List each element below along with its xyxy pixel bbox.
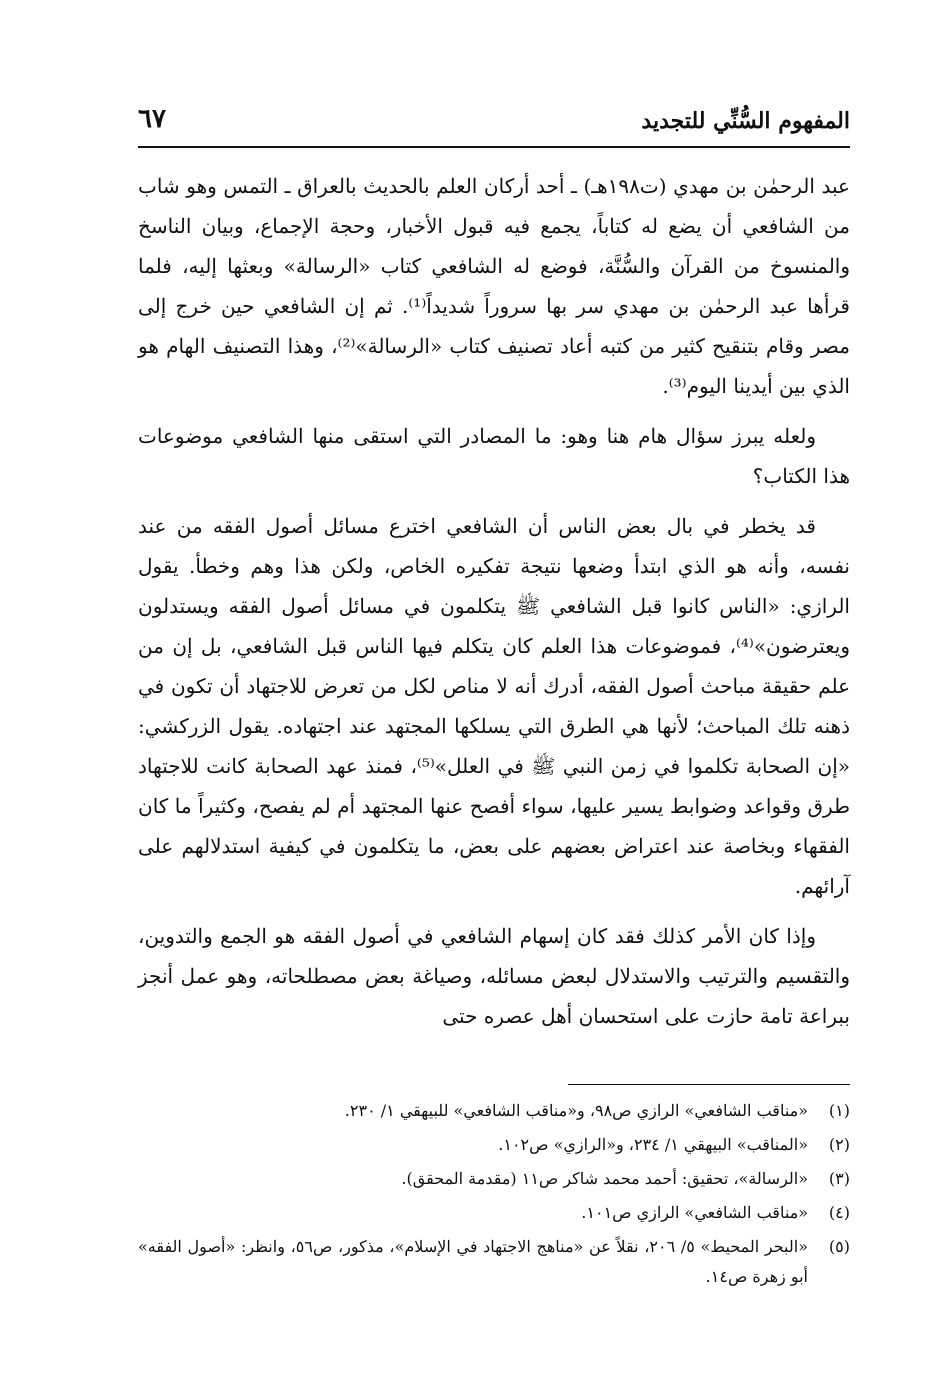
footnote-text: «مناقب الشافعي» الرازي ص١٠١.	[581, 1203, 808, 1222]
footnote-text: «مناقب الشافعي» الرازي ص٩٨، و«مناقب الشافعي» للبيهقي ١/ ٢٣٠.	[344, 1101, 808, 1120]
footnote-text: «البحر المحيط» ٥/ ٢٠٦، نقلاً عن «مناهج الاجتهاد في الإسلام»، مذكور، ص٥٦، وانظر: «أصول الفقه» أبو زهرة ص١٤.	[138, 1237, 808, 1286]
page-header	[138, 104, 850, 142]
footnote-text: «الرسالة»، تحقيق: أحمد محمد شاكر ص١١ (مقدمة المحقق).	[401, 1169, 808, 1188]
footnote	[138, 1096, 850, 1126]
paragraph: عبد الرحمٰن بن مهدي (ت١٩٨هـ) ـ أحد أركان العلم بالحديث بالعراق ـ التمس وهو شاب من الشافعي أن يضع له كتاباً، يجمع فيه قبول الأخبار، وحجة الإجماع، وبيان الناسخ والمنسوخ من القرآن والسُّنَّة، فوضع له الشافعي كتاب «الرسالة» وبعثها إليه، فلما قرأها عبد الرحمٰن بن مهدي سر بها سروراً شديداً⁽¹⁾. ثم إن الشافعي حين خرج إلى مصر وقام بتنقيح كثير من كتبه أعاد تصنيف كتاب «الرسالة»⁽²⁾، وهذا التصنيف الهام هو الذي بين أيدينا اليوم⁽³⁾.	[138, 174, 850, 398]
paragraph: ولعله يبرز سؤال هام هنا وهو: ما المصادر التي استقى منها الشافعي موضوعات هذا الكتاب؟	[138, 424, 850, 488]
header-rule	[138, 146, 850, 148]
footnote	[138, 1130, 850, 1160]
running-title: المفهوم السُّنِّي للتجديد	[641, 108, 850, 134]
footnote	[138, 1198, 850, 1228]
footnote	[138, 1232, 850, 1292]
footnote-number: (١)	[828, 1101, 850, 1120]
body-text	[138, 166, 850, 1046]
page-number: ٦٧	[138, 104, 166, 134]
footnote-number: (٣)	[828, 1169, 850, 1188]
footnotes	[138, 1096, 850, 1296]
footnote-separator	[568, 1084, 850, 1085]
paragraph: قد يخطر في بال بعض الناس أن الشافعي اخترع مسائل أصول الفقه من عند نفسه، وأنه هو الذي ابتدأ وضعها نتيجة تفكيره الخاص، ولكن هذا وهم وخطأ. يقول الرازي: «الناس كانوا قبل الشافعي ﷺ يتكلمون في مسائل أصول الفقه ويستدلون ويعترضون»⁽⁴⁾، فموضوعات هذا العلم كان يتكلم فيها الناس قبل الشافعي، بل إن من علم حقيقة مباحث أصول الفقه، أدرك أنه لا مناص لكل من تعرض للاجتهاد أن تكون في ذهنه تلك المباحث؛ لأنها هي الطرق التي يسلكها المجتهد عند اجتهاده. يقول الزركشي: «إن الصحابة تكلموا في زمن النبي ﷺ في العلل»⁽⁵⁾، فمنذ عهد الصحابة كانت للاجتهاد طرق وقواعد وضوابط يسير عليها، سواء أفصح عنها المجتهد أم لم يفصح، وكثيراً ما كان الفقهاء وبخاصة عند اعتراض بعضهم على بعض، ما يتكلمون في كيفية استدلالهم على آرائهم.	[138, 514, 851, 898]
footnote-number: (٤)	[828, 1203, 850, 1222]
footnote-text: «المناقب» البيهقي ١/ ٢٣٤، و«الرازي» ص١٠٢.	[498, 1135, 808, 1154]
footnote-number: (٥)	[828, 1237, 850, 1256]
footnote	[138, 1164, 850, 1194]
footnote-number: (٢)	[828, 1135, 850, 1154]
paragraph: وإذا كان الأمر كذلك فقد كان إسهام الشافعي في أصول الفقه هو الجمع والتدوين، والتقسيم والترتيب والاستدلال لبعض مسائله، وصياغة بعض مصطلحاته، وهو عمل أنجز ببراعة تامة حازت على استحسان أهل عصره حتى	[138, 924, 850, 1028]
